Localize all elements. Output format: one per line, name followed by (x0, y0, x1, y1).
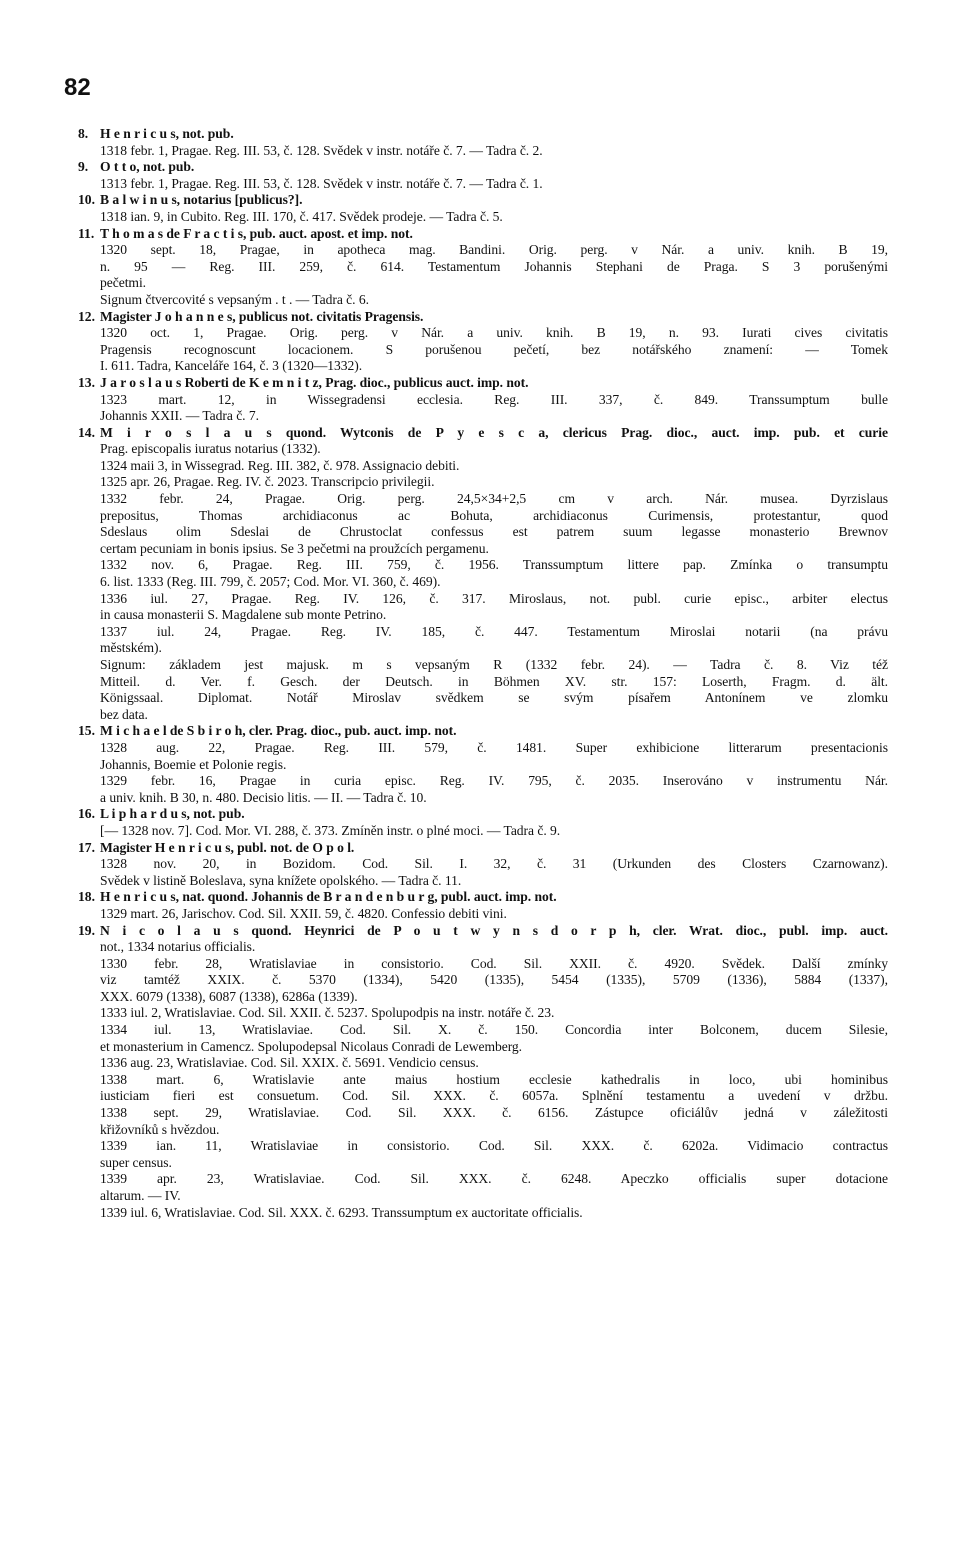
entry-line: viz tamtéž XXIX. č. 5370 (1334), 5420 (1335), 5454 (1335), 5709 (1336), 5884 (1337), (100, 972, 888, 988)
entry-heading: T h o m a s de F r a c t i s, pub. auct. apost. et imp. not. (100, 225, 413, 241)
entry-line: I. 611. Tadra, Kanceláře 164, č. 3 (1320—1332). (100, 358, 363, 374)
entry-line: Pragensis recognoscunt locacionem. S porušenou pečetí, bez notářského znamení: — Tomek (100, 341, 888, 357)
entry-number: 17. (78, 839, 95, 855)
entry-line: Johannis XXII. — Tadra č. 7. (100, 408, 259, 424)
entry-line: iusticiam fieri est consuetum. Cod. Sil. XXX. č. 6057a. Splnění testamentu a uvedení v držbu. (100, 1088, 888, 1104)
entry-heading: L i p h a r d u s, not. pub. (100, 806, 245, 822)
entry-line: certam pecuniam in bonis ipsius. Se 3 pečetmi na proužcích pergamenu. (100, 540, 489, 556)
entry-line: prepositus, Thomas archidiaconus ac Bohuta, archidiaconus Curimensis, protestantur, quod (100, 507, 888, 523)
entry-line: in causa monasterii S. Magdalene sub monte Petrino. (100, 607, 387, 623)
entry-line: 1332 nov. 6, Pragae. Reg. III. 759, č. 1956. Transsumptum littere pap. Zmínka o transumptu (100, 557, 888, 573)
entry-line: 1328 aug. 22, Pragae. Reg. III. 579, č. 1481. Super exhibicione litterarum presentacionis (100, 739, 888, 755)
notary-entry (78, 806, 888, 839)
notary-entry (78, 923, 888, 1222)
entry-line: 1325 apr. 26, Pragae. Reg. IV. č. 2023. Transcripcio privilegii. (100, 474, 435, 490)
entry-line: pečetmi. (100, 275, 147, 291)
entry-line: 1339 ian. 11, Wratislaviae in consistorio. Cod. Sil. XXX. č. 6202a. Vidimacio contractus (100, 1138, 888, 1154)
entry-heading: Magister J o h a n n e s, publicus not. civitatis Pragensis. (100, 308, 424, 324)
notary-entry (78, 126, 888, 159)
entry-line: 1329 febr. 16, Pragae in curia episc. Reg. IV. 795, č. 2035. Inserováno v instrumentu Nár. (100, 773, 888, 789)
entry-number: 8. (78, 126, 89, 141)
entry-line: 1313 febr. 1, Pragae. Reg. III. 53, č. 128. Svědek v instr. notáře č. 7. — Tadra č. 1. (100, 175, 543, 191)
entry-line: 1337 iul. 24, Pragae. Reg. IV. 185, č. 447. Testamentum Miroslai notarii (na právu (100, 623, 888, 639)
notary-entry (78, 226, 888, 309)
entry-line: 1324 maii 3, in Wissegrad. Reg. III. 382, č. 978. Assignacio debiti. (100, 457, 460, 473)
entry-list (78, 126, 888, 1221)
notary-entry (78, 375, 888, 425)
entry-line: 1330 febr. 28, Wratislaviae in consistorio. Cod. Sil. XXII. č. 4920. Svědek. Další zmínky (100, 955, 888, 971)
entry-heading: N i c o l a u s quond. Heynrici de P o u t w y n s d o r p h, cler. Wrat. dioc., publ. imp. auct. (100, 922, 888, 938)
entry-line: 1320 sept. 18, Pragae, in apotheca mag. Bandini. Orig. perg. v Nár. a univ. knih. B 19, (100, 242, 888, 258)
entry-line: bez data. (100, 706, 148, 722)
notary-entry (78, 723, 888, 806)
entry-line: 1333 iul. 2, Wratislaviae. Cod. Sil. XXII. č. 5237. Spolupodpis na instr. notáře č. 23. (100, 1005, 555, 1021)
entry-heading: H e n r i c u s, nat. quond. Johannis de B r a n d e n b u r g, publ. auct. imp. not. (100, 889, 557, 905)
entry-number: 9. (78, 159, 89, 175)
entry-line: 1338 mart. 6, Wratislavie ante maius hostium ecclesie kathedralis in loco, ubi hominibus (100, 1071, 888, 1087)
entry-line: [— 1328 nov. 7]. Cod. Mor. VI. 288, č. 373. Zmíněn instr. o plné moci. — Tadra č. 9. (100, 822, 561, 838)
entry-line: křižovníků s hvězdou. (100, 1121, 220, 1137)
entry-number: 11. (78, 225, 95, 241)
entry-line: městském). (100, 640, 162, 656)
entry-line: Sdeslaus olim Sdeslai de Chrustoclat confessus est patrem suum legasse monasterio Brewnov (100, 524, 888, 540)
entry-number: 12. (78, 308, 95, 324)
entry-number: 10. (78, 192, 95, 208)
notary-entry (78, 159, 888, 192)
entry-line: 1339 apr. 23, Wratislaviae. Cod. Sil. XXX. č. 6248. Apeczko officialis super dotacione (100, 1171, 888, 1187)
entry-line: super census. (100, 1154, 172, 1170)
entry-line: 1318 ian. 9, in Cubito. Reg. III. 170, č. 417. Svědek prodeje. — Tadra č. 5. (100, 208, 503, 224)
page-number: 82 (64, 74, 91, 101)
entry-line: 1329 mart. 26, Jarischov. Cod. Sil. XXII. 59, č. 4820. Confessio debiti vini. (100, 905, 507, 921)
entry-heading: O t t o, not. pub. (100, 159, 195, 175)
entry-line: Königssaal. Diplomat. Notář Miroslav svědkem se svým písařem Antonínem ve zlomku (100, 690, 888, 706)
entry-line: 1328 nov. 20, in Bozidom. Cod. Sil. I. 32, č. 31 (Urkunden des Closters Czarnowanz). (100, 856, 888, 872)
notary-entry (78, 840, 888, 890)
entry-line: Mitteil. d. Ver. f. Gesch. der Deutsch. in Böhmen XV. str. 157: Loserth, Fragm. d. ält. (100, 673, 888, 689)
entry-heading: J a r o s l a u s Roberti de K e m n i t z, Prag. dioc., publicus auct. imp. not. (100, 374, 529, 390)
entry-line: not., 1334 notarius officialis. (100, 939, 256, 955)
entry-line: 1318 febr. 1, Pragae. Reg. III. 53, č. 128. Svědek v instr. notáře č. 7. — Tadra č. 2. (100, 142, 543, 158)
entry-line: a univ. knih. B 30, n. 480. Decisio litis. — II. — Tadra č. 10. (100, 789, 427, 805)
entry-line: Svědek v listině Boleslava, syna knížete opolského. — Tadra č. 11. (100, 872, 462, 888)
entry-line: Signum: základem jest majusk. m s vepsaným R (1332 febr. 24). — Tadra č. 8. Viz též (100, 657, 888, 672)
entry-line: Johannis, Boemie et Polonie regis. (100, 756, 287, 772)
entry-line: altarum. — IV. (100, 1188, 181, 1203)
notary-entry (78, 889, 888, 922)
entry-heading: B a l w i n u s, notarius [publicus?]. (100, 192, 303, 208)
entry-line: 1334 iul. 13, Wratislaviae. Cod. Sil. X. č. 150. Concordia inter Bolconem, ducem Silesie, (100, 1022, 888, 1038)
entry-line: XXX. 6079 (1338), 6087 (1338), 6286a (1339). (100, 988, 358, 1004)
notary-entry (78, 425, 888, 724)
notary-entry (78, 309, 888, 375)
entry-number: 13. (78, 374, 95, 390)
entry-number: 14. (78, 424, 95, 440)
entry-line: n. 95 — Reg. III. 259, č. 614. Testamentum Johannis Stephani de Praga. S 3 porušenými (100, 258, 888, 274)
entry-line: 1338 sept. 29, Wratislaviae. Cod. Sil. XXX. č. 6156. Zástupce oficiálův jedná v záležitosti (100, 1105, 888, 1121)
entry-line: 1323 mart. 12, in Wissegradensi ecclesia. Reg. III. 337, č. 849. Transsumptum bulle (100, 391, 888, 407)
entry-line: 6. list. 1333 (Reg. III. 799, č. 2057; Cod. Mor. VI. 360, č. 469). (100, 574, 441, 590)
entry-line: Signum čtvercovité s vepsaným . t . — Tadra č. 6. (100, 291, 369, 307)
entry-number: 16. (78, 806, 95, 822)
entry-heading: M i r o s l a u s quond. Wytconis de P y e s c a, clericus Prag. dioc., auct. imp. pub. et curie (100, 424, 888, 440)
entry-line: 1339 iul. 6, Wratislaviae. Cod. Sil. XXX. č. 6293. Transsumptum ex auctoritate officialis. (100, 1204, 583, 1220)
entry-number: 18. (78, 889, 95, 905)
entry-heading: M i c h a e l de S b i r o h, cler. Prag. dioc., pub. auct. imp. not. (100, 723, 457, 739)
entry-heading: Magister H e n r i c u s, publ. not. de O p o l. (100, 839, 355, 855)
entry-line: et monasterium in Camencz. Spolupodepsal Nicolaus Conradi de Lewemberg. (100, 1038, 523, 1054)
entry-number: 15. (78, 723, 95, 739)
entry-line: 1332 febr. 24, Pragae. Orig. perg. 24,5×34+2,5 cm v arch. Nár. musea. Dyrzislaus (100, 491, 888, 507)
entry-line: 1336 iul. 27, Pragae. Reg. IV. 126, č. 317. Miroslaus, not. publ. curie episc., arbiter electus (100, 590, 888, 606)
entry-line: 1336 aug. 23, Wratislaviae. Cod. Sil. XXIX. č. 5691. Vendicio census. (100, 1055, 479, 1071)
entry-line: 1320 oct. 1, Pragae. Orig. perg. v Nár. a univ. knih. B 19, n. 93. Iurati cives civitatis (100, 325, 888, 341)
entry-heading: H e n r i c u s, not. pub. (100, 126, 234, 141)
notary-entry (78, 192, 888, 225)
entry-number: 19. (78, 922, 95, 938)
entry-line: Prag. episcopalis iuratus notarius (1332). (100, 441, 321, 457)
